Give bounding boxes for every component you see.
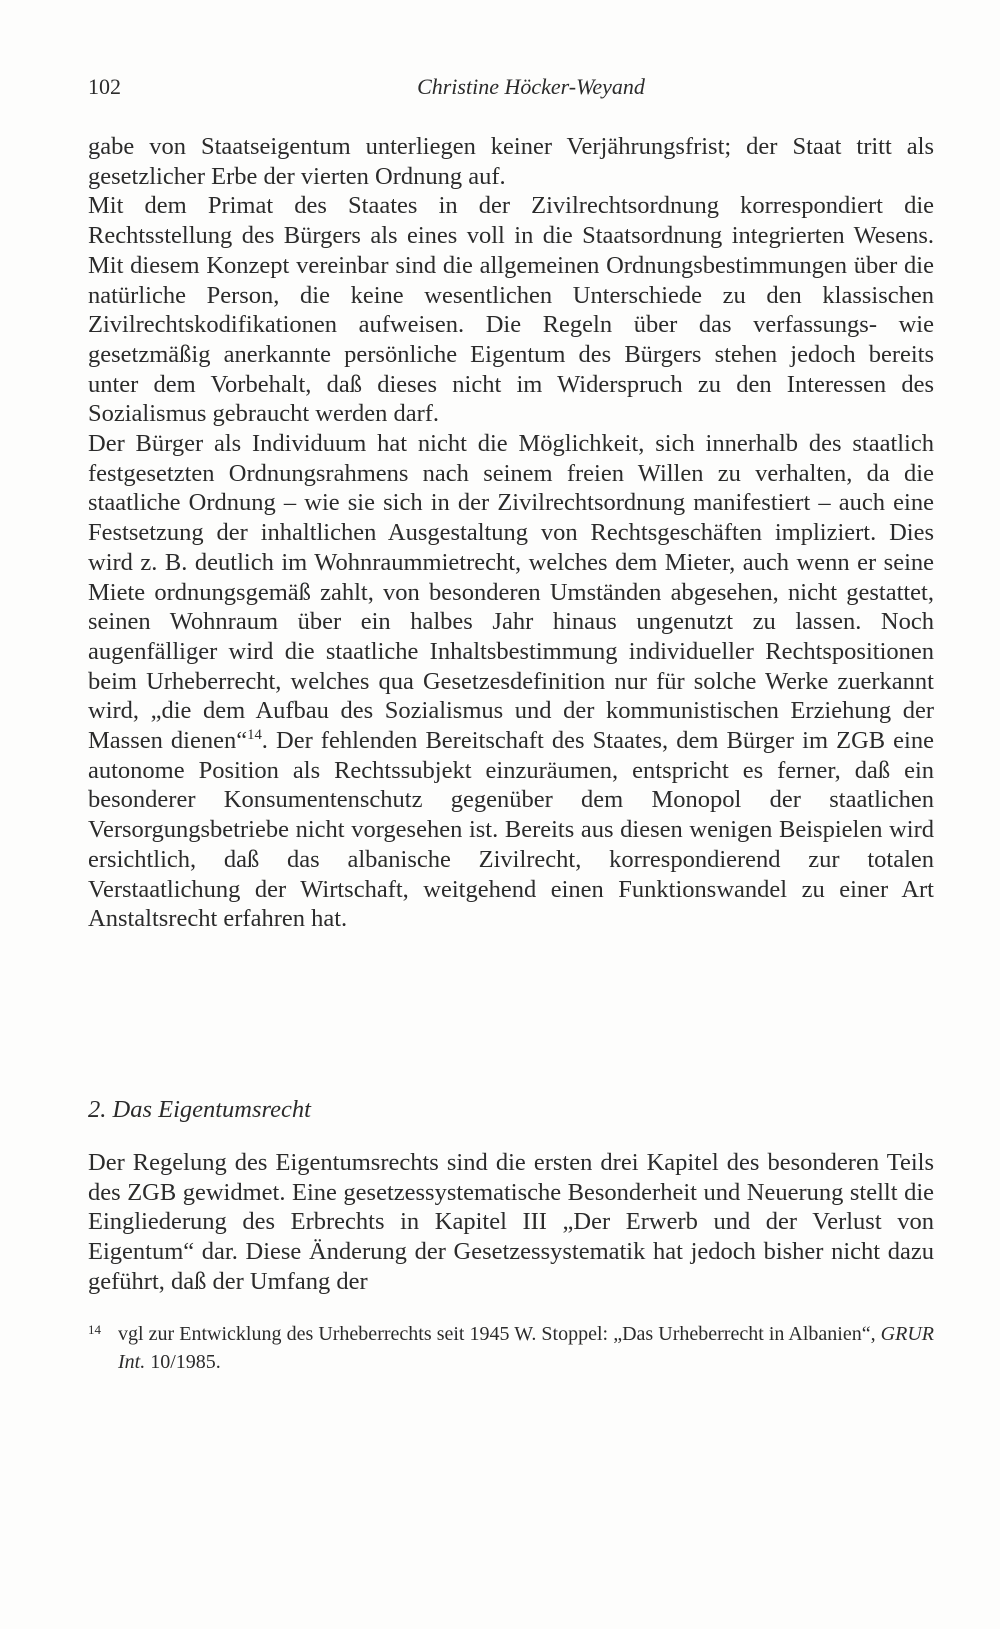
body-text (88, 132, 934, 934)
paragraph-3 (88, 429, 934, 934)
footnote-text: vgl zur Entwicklung des Urheberrechts seit 1945 W. Stoppel: „Das Urheberrecht in Albanien“, (118, 1323, 881, 1345)
paragraph-1: gabe von Staatseigentum unterliegen keiner Verjährungsfrist; der Staat tritt als gesetzlicher Erbe der vierten Ordnung auf. (88, 133, 934, 190)
section-body (88, 1148, 934, 1297)
paragraph-3-text: Der Bürger als Individuum hat nicht die Möglichkeit, sich innerhalb des staatlich festgesetzten Ordnungsrahmens nach seinem freien Willen zu verhalten, da die staatliche Ordnung – wie sie sich in der Zivilrechtsordnung manifestiert – auch eine Festsetzung der inhaltlichen Ausgestaltung von Rechtsgeschäften impliziert. Dies wird z. B. deutlich im Wohnraummietrecht, welches dem Mieter, auch wenn er seine Miete ordnungsgemäß zahlt, von besonderen Umständen abgesehen, nicht gestattet, seinen Wohnraum über ein halbes Jahr hinaus ungenutzt zu lassen. Noch augenfälliger wird die staatliche Inhaltsbestimmung individueller Rechtspositionen beim Urheberrecht, welches qua Gesetzesdefinition nur für solche Werke zuerkannt wird, „die dem Aufbau des Sozialismus und der kommunistischen Erziehung der Massen dienen“ (88, 430, 934, 755)
footnote-journal: GRUR Int. (118, 1323, 934, 1373)
running-head (88, 74, 934, 106)
running-head-author: Christine Höcker-Weyand (417, 74, 645, 99)
page-number: 102 (88, 74, 121, 99)
paragraph-2: Mit dem Primat des Staates in der Zivilrechtsordnung korrespondiert die Rechtsstellung des Bürgers als eines voll in die Staatsordnung integrierten Wesens. Mit diesem Konzept vereinbar sind die allgemeinen Ordnungsbestimmungen über die natürliche Person, die keine wesentlichen Unterschiede zu den klassischen Zivilrechtskodifikationen aufweisen. Die Regeln über das verfassungs- wie gesetzmäßig anerkannte persönliche Eigentum des Bürgers stehen jedoch bereits unter dem Vorbehalt, daß dieses nicht im Widerspruch zu den Interessen des Sozialismus gebraucht werden darf. (88, 192, 934, 428)
section-heading: 2. Das Eigentumsrecht (88, 1096, 311, 1123)
footnote (88, 1320, 934, 1376)
paragraph-3-continuation: . Der fehlenden Bereitschaft des Staates, dem Bürger im ZGB eine autonome Position als Rechtssubjekt einzuräumen, entspricht es ferner, daß ein besonderer Konsumentenschutz gegenüber dem Monopol der staatlichen Versorgungsbetriebe nicht vorgesehen ist. Bereits aus diesen wenigen Beispielen wird ersichtlich, daß das albanische Zivilrecht, korrespondierend zur totalen Verstaatlichung der Wirtschaft, weitgehend einen Funktionswandel zu einer Art Anstaltsrecht erfahren hat. (88, 727, 934, 933)
footnote-number: 14 (88, 1322, 101, 1337)
footnote-reference: 14 (247, 726, 262, 743)
footnote-body (118, 1320, 934, 1376)
footnote-text-end: 10/1985. (145, 1351, 221, 1373)
section-paragraph-1: Der Regelung des Eigentumsrechts sind die ersten drei Kapitel des besonderen Teils des ZGB gewidmet. Eine gesetzessystematische Besonderheit und Neuerung stellt die Eingliederung des Erbrechts in Kapitel III „Der Erwerb und der Verlust von Eigentum“ dar. Diese Änderung der Gesetzessystematik hat jedoch bisher nicht dazu geführt, daß der Umfang der (88, 1149, 934, 1295)
